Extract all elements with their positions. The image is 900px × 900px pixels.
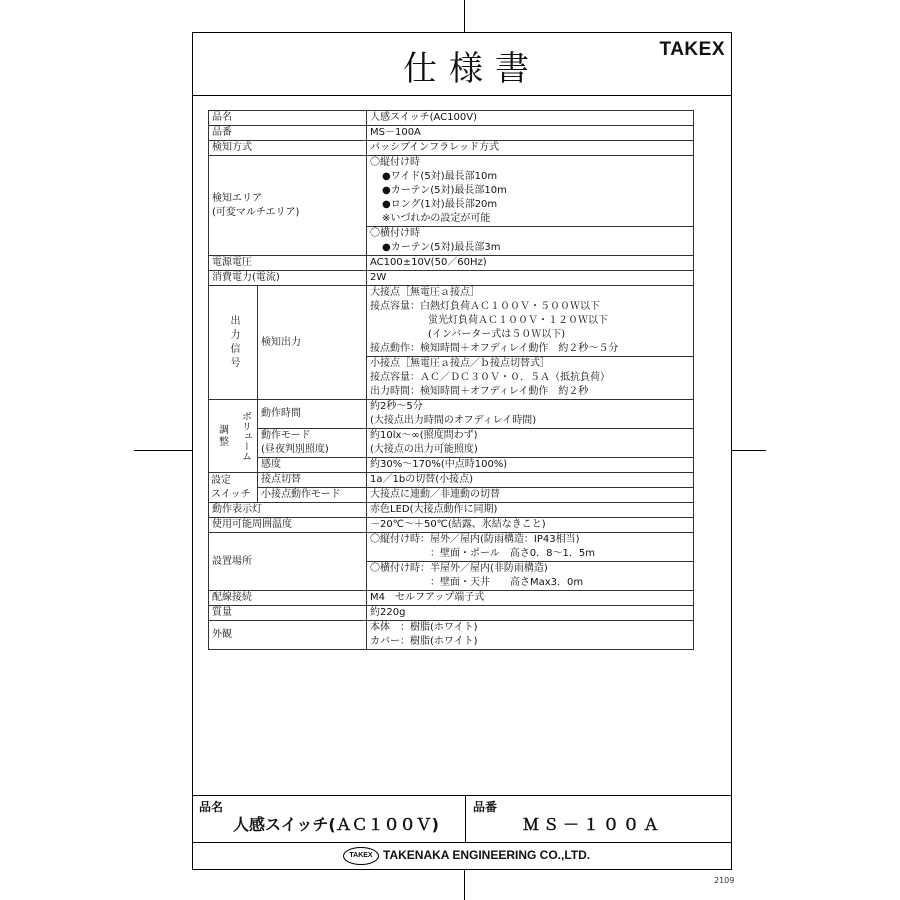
output-signal-label-text: 出力信号 xyxy=(228,314,239,371)
large-contact-spec xyxy=(367,286,694,357)
op-time-line-1: 約2秒～5分 xyxy=(370,401,423,412)
table-row xyxy=(209,111,694,126)
title-row xyxy=(193,33,731,96)
detection-area-label-line-2: (可変マルチエリア) xyxy=(212,206,300,218)
small-contact-time: 出力時間：検知時間＋オフディレイ動作 約２秒 xyxy=(370,386,589,397)
op-mode-label-line-1: 動作モード xyxy=(261,430,311,441)
sensitivity-label: 感度 xyxy=(258,458,367,473)
bottom-model-label: 品番 xyxy=(473,800,498,814)
indicator-label: 動作表示灯 xyxy=(209,503,367,518)
detection-output-label: 検知出力 xyxy=(258,286,367,400)
small-contact-spec xyxy=(367,357,694,400)
appearance-cover: カバー：樹脂(ホワイト) xyxy=(370,636,478,647)
crop-mark-top xyxy=(464,0,465,32)
model-label: 品番 xyxy=(209,126,367,141)
table-row xyxy=(209,606,694,621)
area-vertical-long: ●ロング(1対)最長部20m xyxy=(382,199,498,210)
table-row xyxy=(209,156,694,227)
table-row xyxy=(209,518,694,533)
indicator-value: 赤色LED(大接点動作に同期) xyxy=(367,503,694,518)
table-row xyxy=(209,591,694,606)
mass-value: 約220g xyxy=(367,606,694,621)
table-row xyxy=(209,286,694,357)
area-vertical-title: 〇縦付け時 xyxy=(370,157,420,168)
detection-method-value: パッシブインフラレッド方式 xyxy=(367,141,694,156)
appearance-value xyxy=(367,621,694,650)
table-row xyxy=(209,533,694,562)
op-time-value xyxy=(367,400,694,429)
large-contact-capacity-1: 接点容量：白熱灯負荷ＡＣ１００Ｖ・５００Ｗ以下 xyxy=(370,301,600,312)
op-time-line-2: (大接点出力時間のオフディレイ時間) xyxy=(370,415,537,426)
sensitivity-value: 約30%～170%(中点時100%) xyxy=(367,458,694,473)
crop-mark-right xyxy=(732,450,766,451)
temperature-label: 使用可能周囲温度 xyxy=(209,518,367,533)
switch-label: スイッチ xyxy=(211,488,251,500)
large-contact-capacity-3: (インバーター式は５０Ｗ以下) xyxy=(428,329,566,340)
bottom-name-label: 品名 xyxy=(199,800,224,814)
table-row xyxy=(209,503,694,518)
mass-label: 質量 xyxy=(209,606,367,621)
small-contact-mode-value: 大接点に連動／非連動の切替 xyxy=(367,488,694,503)
install-vertical-line-2: ：壁面・ポール 高さ0．8～1．5m xyxy=(430,548,595,559)
op-mode-label xyxy=(258,429,367,458)
area-horizontal-curtain: ●カーテン(5対)最長部3m xyxy=(382,242,501,253)
table-row xyxy=(209,271,694,286)
detection-area-label xyxy=(209,156,367,256)
table-row xyxy=(209,458,694,473)
table-row xyxy=(209,429,694,458)
area-vertical-curtain: ●カーテン(5対)最長部10m xyxy=(382,185,507,196)
area-vertical-note: ※いづれかの設定が可能 xyxy=(382,213,491,224)
install-horizontal xyxy=(367,562,694,591)
small-contact-mode-label: 小接点動作モード xyxy=(258,488,367,503)
table-row xyxy=(209,256,694,271)
product-name-value: 人感スイッチ(AC100V) xyxy=(367,111,694,126)
contact-switch-value: 1a／1bの切替(小接点) xyxy=(367,473,694,488)
op-mode-label-line-2: (昼夜判別照度) xyxy=(261,444,329,455)
install-vertical xyxy=(367,533,694,562)
consumption-label: 消費電力(電流) xyxy=(209,271,367,286)
contact-switch-label: 接点切替 xyxy=(258,473,367,488)
small-contact-title: 小接点［無電圧ａ接点／ｂ接点切替式］ xyxy=(370,358,550,369)
appearance-body: 本体 ：樹脂(ホワイト) xyxy=(370,622,478,633)
table-row xyxy=(209,488,694,503)
spec-table xyxy=(208,110,694,650)
large-contact-capacity-2: 蛍光灯負荷ＡＣ１００Ｖ・１２０Ｗ以下 xyxy=(428,315,608,326)
company-name: TAKENAKA ENGINEERING CO.,LTD. xyxy=(383,848,591,862)
area-horizontal-title: 〇横付け時 xyxy=(370,228,420,239)
page-code: 2109 xyxy=(714,876,735,885)
crop-mark-left xyxy=(134,450,192,451)
table-row xyxy=(209,621,694,650)
table-row xyxy=(209,400,694,429)
product-name-label: 品名 xyxy=(209,111,367,126)
crop-mark-bottom xyxy=(464,870,465,900)
large-contact-action: 接点動作：検知時間＋オフディレイ動作 約２秒～５分 xyxy=(370,343,619,354)
volume-adjust-label xyxy=(209,400,258,473)
install-horizontal-line-2: ：壁面・天井 高さMax3．0m xyxy=(430,577,584,588)
bottom-model-value: ＭＳ－１００Ａ xyxy=(523,815,664,834)
footer xyxy=(193,841,731,869)
area-vertical-wide: ●ワイド(5対)最長部10m xyxy=(382,171,498,182)
bottom-divider xyxy=(465,796,466,842)
table-row xyxy=(209,141,694,156)
op-mode-line-2: (大接点の出力可能照度) xyxy=(370,444,478,455)
appearance-label: 外観 xyxy=(209,621,367,650)
install-vertical-line-1: 〇縦付け時：屋外／屋内(防雨構造：IP43相当) xyxy=(370,534,580,545)
setting-switch-label xyxy=(209,473,258,503)
small-contact-capacity: 接点容量：ＡＣ／ＤＣ３０Ｖ・０．５Ａ（抵抗負荷） xyxy=(370,372,610,383)
op-time-label: 動作時間 xyxy=(258,400,367,429)
bottom-name-value: 人感スイッチ(ＡＣ１００Ｖ) xyxy=(233,815,439,834)
power-value: AC100±10V(50／60Hz) xyxy=(367,256,694,271)
table-row xyxy=(209,473,694,488)
setting-label: 設定 xyxy=(211,474,231,486)
takex-logo: TAKEX xyxy=(659,39,725,60)
large-contact-title: 大接点［無電圧ａ接点］ xyxy=(370,287,480,298)
detection-area-horizontal xyxy=(367,227,694,256)
wiring-label: 配線接続 xyxy=(209,591,367,606)
detection-area-vertical xyxy=(367,156,694,227)
volume-adjust-label-a: 調整 xyxy=(216,424,228,448)
bottom-summary xyxy=(193,795,731,843)
table-row xyxy=(209,126,694,141)
op-mode-line-1: 約10lx～∞(照度問わず) xyxy=(370,430,478,441)
detection-method-label: 検知方式 xyxy=(209,141,367,156)
power-label: 電源電圧 xyxy=(209,256,367,271)
install-horizontal-line-1: 〇横付け時：半屋外／屋内(非防雨構造) xyxy=(370,563,548,574)
temperature-value: －20℃～＋50℃(結露、氷結なきこと) xyxy=(367,518,694,533)
consumption-value: 2W xyxy=(367,271,694,286)
output-signal-label xyxy=(209,286,258,400)
takex-footer-logo: TAKEX xyxy=(343,847,379,865)
op-mode-value xyxy=(367,429,694,458)
detection-area-label-line-1: 検知エリア xyxy=(212,192,262,204)
wiring-value: M4 セルフアップ端子式 xyxy=(367,591,694,606)
document-title: 仕様書 xyxy=(403,49,541,89)
install-location-label: 設置場所 xyxy=(209,533,367,591)
volume-adjust-label-b: ボリューム xyxy=(239,411,251,461)
model-value: MS－100A xyxy=(367,126,694,141)
